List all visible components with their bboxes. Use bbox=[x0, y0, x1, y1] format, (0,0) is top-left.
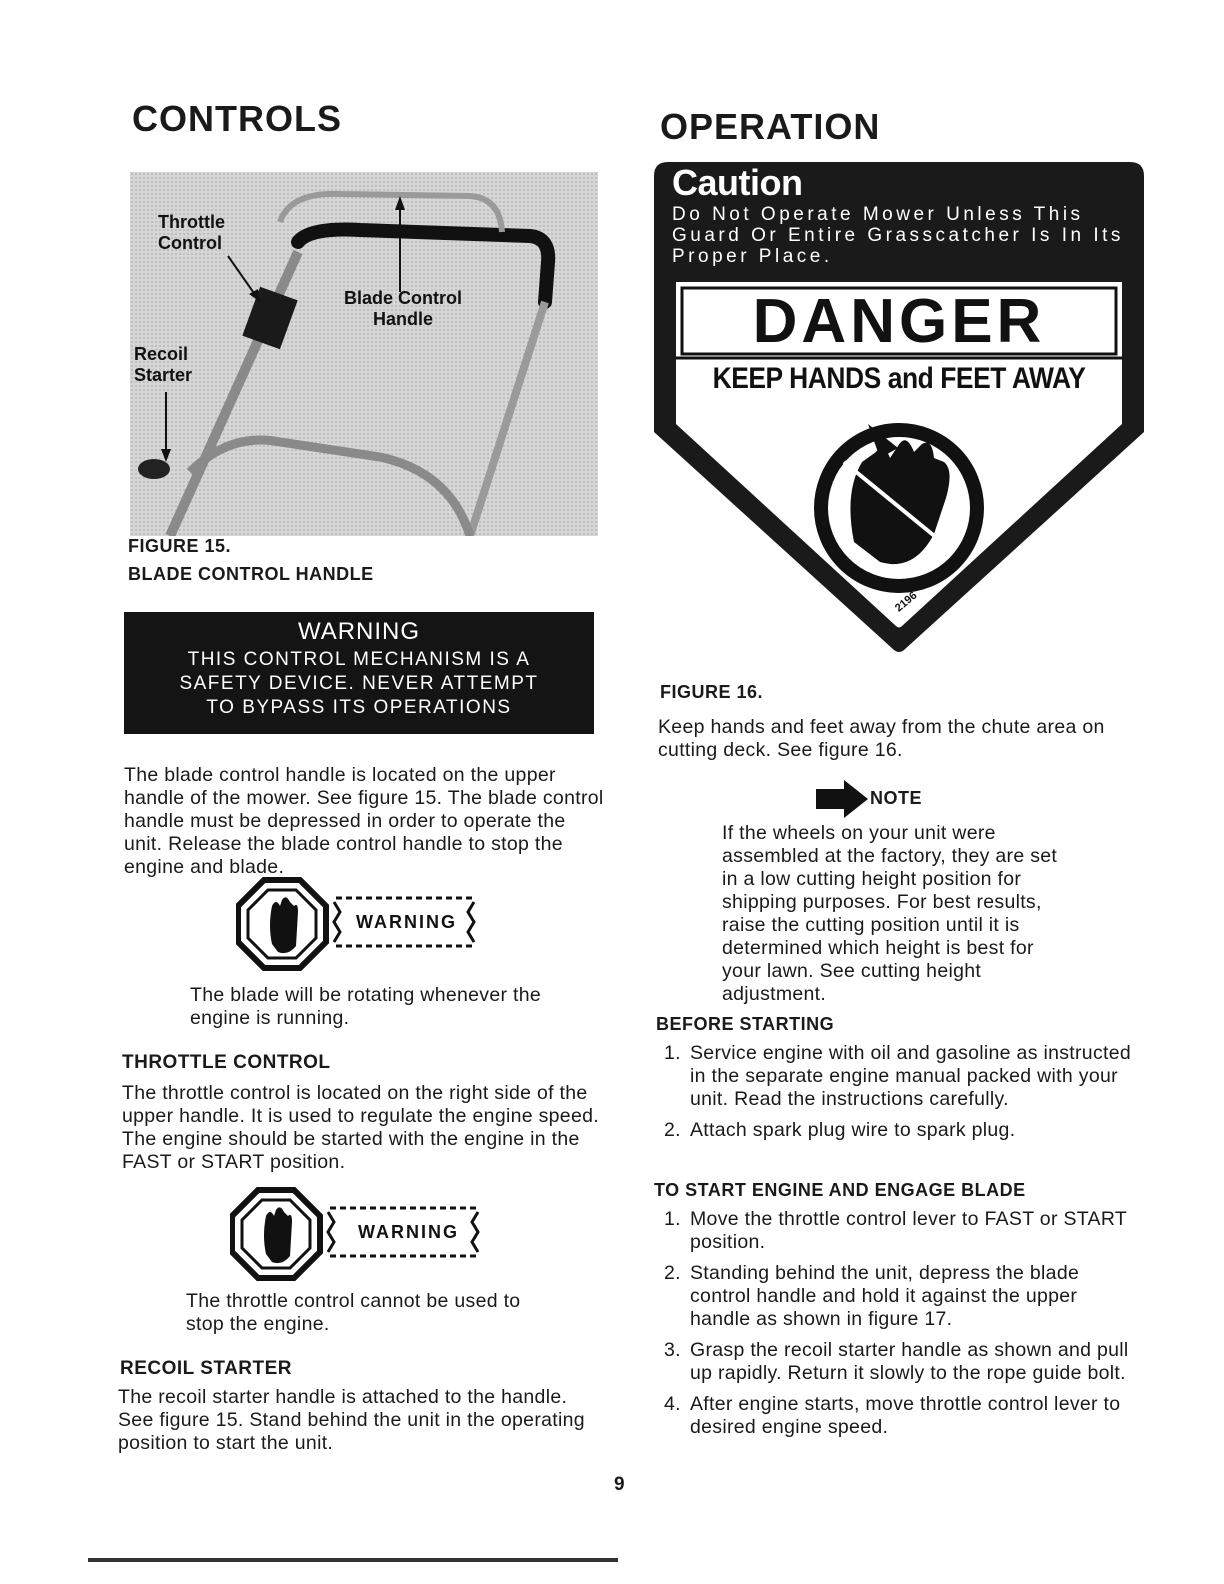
step-text: Service engine with oil and gasoline as instructed in the separate engine manual packed with your unit. Read the instructions carefully. bbox=[690, 1042, 1132, 1110]
blade-control-handle-label: Blade Control Handle bbox=[343, 288, 462, 329]
step-text: Standing behind the unit, depress the blade control handle and hold it against the upper handle as shown in figure 17. bbox=[690, 1262, 1080, 1330]
list-item bbox=[656, 1208, 1140, 1254]
step-number: 2. bbox=[664, 1262, 681, 1284]
step-text: After engine starts, move throttle control lever to desired engine speed. bbox=[690, 1393, 1121, 1438]
throttle-control-paragraph: The throttle control is located on the right side of the upper handle. It is used to regulate the engine speed. The engine should be started with the engine in the FAST or START position. bbox=[122, 1082, 599, 1173]
before-starting-list bbox=[656, 1042, 1140, 1150]
warning-symbol-1 bbox=[236, 876, 486, 972]
warning-box-line: TO BYPASS ITS OPERATIONS bbox=[206, 697, 512, 718]
note-text: If the wheels on your unit were assembled at the factory, they are set in a low cutting height position for shipping purposes. For best results, raise the cutting position until it is determined which height is best for your lawn. See cutting height adjustment. bbox=[722, 822, 1058, 1005]
step-number: 3. bbox=[664, 1339, 681, 1361]
note-label: NOTE bbox=[870, 788, 923, 808]
warning-box-line: SAFETY DEVICE. NEVER ATTEMPT bbox=[179, 673, 539, 694]
figure-15-caption-title: BLADE CONTROL HANDLE bbox=[128, 564, 374, 584]
warning-2-text: The throttle control cannot be used to stop the engine. bbox=[186, 1290, 521, 1335]
step-text: Grasp the recoil starter handle as shown and pull up rapidly. Return it slowly to the rope guide bolt. bbox=[690, 1339, 1129, 1384]
start-engine-list bbox=[656, 1208, 1140, 1447]
throttle-control-label: Throttle Control bbox=[158, 212, 225, 253]
recoil-starter-paragraph: The recoil starter handle is attached to the handle. See figure 15. Stand behind the unit in the operating position to start the unit. bbox=[118, 1386, 585, 1454]
warning-box-title: WARNING bbox=[297, 618, 421, 645]
list-item bbox=[656, 1339, 1140, 1385]
list-item bbox=[656, 1042, 1140, 1111]
start-engine-heading: TO START ENGINE AND ENGAGE BLADE bbox=[654, 1180, 1026, 1200]
caution-title: Caution bbox=[672, 162, 803, 203]
figure-16-caption: FIGURE 16. bbox=[660, 682, 764, 702]
warning-symbol-2 bbox=[230, 1186, 490, 1282]
figure-16-paragraph: Keep hands and feet away from the chute area on cutting deck. See figure 16. bbox=[658, 716, 1105, 761]
arrow-right-icon bbox=[816, 780, 868, 818]
page-number: 9 bbox=[614, 1474, 625, 1495]
recoil-starter-label: Recoil Starter bbox=[134, 344, 193, 385]
step-number: 2. bbox=[664, 1119, 681, 1141]
list-item bbox=[656, 1393, 1140, 1439]
warning-box bbox=[124, 612, 594, 734]
before-starting-heading: BEFORE STARTING bbox=[656, 1014, 835, 1034]
recoil-starter-heading: RECOIL STARTER bbox=[120, 1358, 293, 1379]
danger-sign bbox=[654, 162, 1144, 652]
danger-subtitle: KEEP HANDS and FEET AWAY bbox=[712, 362, 1086, 395]
blade-control-paragraph: The blade control handle is located on the upper handle of the mower. See figure 15. The blade control handle must be depressed in order to operate the unit. Release the blade control handle to stop the engine and blade. bbox=[124, 764, 604, 878]
step-number: 1. bbox=[664, 1208, 681, 1230]
operation-heading: OPERATION bbox=[660, 106, 881, 147]
step-number: 1. bbox=[664, 1042, 681, 1064]
warning-symbol-1-label: WARNING bbox=[356, 912, 457, 932]
list-item bbox=[656, 1262, 1140, 1331]
warning-symbol-2-label: WARNING bbox=[358, 1222, 459, 1242]
figure-15-photo bbox=[130, 172, 598, 536]
note-callout bbox=[816, 780, 1016, 820]
controls-heading: CONTROLS bbox=[132, 98, 342, 139]
warning-box-line: THIS CONTROL MECHANISM IS A bbox=[187, 649, 531, 670]
figure-15-caption-number: FIGURE 15. bbox=[128, 536, 232, 556]
caution-text: Do Not Operate Mower Unless This Guard Or Entire Grasscatcher Is In Its Proper Place. bbox=[672, 204, 1124, 267]
danger-title: DANGER bbox=[752, 287, 1046, 356]
warning-1-text: The blade will be rotating whenever the engine is running. bbox=[190, 984, 541, 1029]
step-text: Attach spark plug wire to spark plug. bbox=[690, 1119, 1016, 1141]
step-number: 4. bbox=[664, 1393, 681, 1415]
throttle-control-heading: THROTTLE CONTROL bbox=[122, 1052, 331, 1073]
scan-edge-divider bbox=[88, 1558, 618, 1562]
step-text: Move the throttle control lever to FAST or START position. bbox=[690, 1208, 1127, 1253]
danger-sign-code: 2196 bbox=[893, 589, 920, 615]
list-item bbox=[656, 1119, 1140, 1142]
